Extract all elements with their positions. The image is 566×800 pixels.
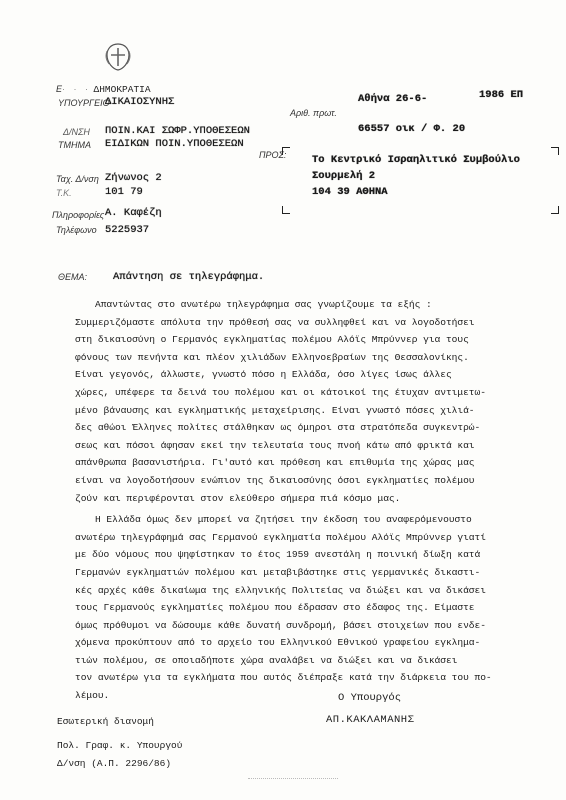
body-line: τους Γερμανούς εγκληματίες πολέμου που έδρασαν στο έδαφος της. Είμαστε — [75, 602, 475, 614]
body-line: στη δικαιοσύνη ο Γερμανός εγκληματίας πολέμου Αλόϊς Μπρύννερ για τους — [75, 334, 469, 346]
body-line: χώρες, υπέφερε τα δεινά του πολέμου και οι κάτοικοί της έτυχαν αντιμετω- — [75, 386, 486, 398]
body-line: Συμμεριζόμαστε απόλυτα την πρόθεσή σας να συλληφθεί και να λογοδοτήσει — [75, 316, 475, 328]
body-line: σεως και πόσοι άφησαν εκεί την τελευταία τους πνοή κάτω από φρικτά και — [75, 439, 475, 451]
window-corner-bottom-left — [282, 206, 290, 214]
body-line: τον ανωτέρω για τα εγκλήματα που αυτός διέπραξε κατά την διάρκεια του πο- — [75, 672, 492, 684]
division-value: ΠΟΙΝ.ΚΑΙ ΣΩΦΡ.ΥΠΟΘΕΣΕΩΝ — [105, 125, 250, 137]
distribution-label: Εσωτερική διανομή — [57, 716, 154, 727]
body-line: χόμενα προκύπτουν από το αρχείο του Ελληνικού Εθνικού γραφείου εγκλημα- — [75, 637, 481, 649]
body-line: με δύο νόμους που ψηφίστηκαν το έτος 1959 ανεστάλη η ποινική δίωξη κατά — [75, 549, 481, 561]
signature-role: Ο Υπουργός — [338, 692, 402, 704]
phone-value: 5225937 — [105, 224, 150, 236]
place-date: Αθήνα 26-6- — [358, 93, 428, 105]
distribution-line-1: Πολ. Γραφ. κ. Υπουργού — [57, 740, 183, 751]
body-line: τιών πολέμου, σε οποιαδήποτε χώρα αναλάβει να διώξει και να δικάσει — [75, 654, 458, 666]
zip-label: Τ.Κ. — [56, 188, 72, 198]
body-line: ζούν και περιφέρονται στον ελεύθερο σήμερα πιά κόσμο μας. — [75, 492, 401, 504]
ministry-value: ΔΙΚΑΙΟΣΥΝΗΣ — [105, 96, 175, 108]
zip-value: 101 79 — [105, 186, 143, 198]
scan-mark — [248, 778, 338, 780]
body-line: δες αθώοι Έλληνες πολίτες στάλθηκαν ως όμηροι στα στρατόπεδα συγκεντρώ- — [75, 422, 481, 434]
body-line: Η Ελλάδα όμως δεν μπορεί να ζητήσει την έκδοση του αναφερόμενουστο — [95, 514, 472, 526]
window-corner-bottom-right — [551, 206, 559, 214]
year: 1986 ΕΠ — [479, 89, 524, 101]
body-line: Είναι γεγονός, άλλωστε, γνωστό πόσο η Ελλάδα, όσο λίγες ίσως άλλες — [75, 369, 452, 381]
section-value: ΕΙΔΙΚΩΝ ΠΟΙΝ.ΥΠΟΘΕΣΕΩΝ — [105, 138, 244, 150]
letter-body — [75, 296, 545, 705]
window-corner-top-left — [282, 147, 290, 155]
body-line: λέμου. — [75, 690, 110, 702]
signature-name: ΑΠ.ΚΑΚΛΑΜΑΝΗΣ — [326, 714, 415, 726]
body-line: μένο βάναυσης και εγκληματικής μεταχείρισης. Είναι γνωστό πόσες χιλιά- — [75, 404, 475, 416]
body-line: όμως πρόθυμοι να δώσουμε κάθε δυνατή συνδρομή, βάσει στοιχείων που ενδε- — [75, 619, 486, 631]
body-line: ανωτέρω τηλεγράφημά σας Γερμανού εγκληματία πολέμου Αλόϊς Μπρύννερ γιατί — [75, 531, 486, 543]
body-line: Απαντώντας στο ανωτέρω τηλεγράφημα σας γνωρίζουμε τα εξής : — [95, 299, 432, 310]
body-line: Γερμανών εγκληματιών πολέμου και μεταβιβάστηκε στις γερμανικές δικαστι- — [75, 566, 481, 578]
protocol-value: 66557 οικ / Φ. 20 — [358, 123, 466, 135]
body-line: απάνθρωπα βασανιστήρια. Γι'αυτό και πρόθεση και επιθυμία της χώρας μας — [75, 457, 475, 469]
body-line: είναι να λογοδοτήσουν ενώπιον της δικαιοσύνης όσοι εγκληματίες πολέμου — [75, 474, 475, 486]
distribution-line-2: Δ/νση (Α.Π. 2296/86) — [57, 758, 172, 769]
recipient-line-3: 104 39 ΑΘΗΝΑ — [312, 186, 388, 198]
phone-label: Τηλέφωνο — [56, 225, 97, 235]
window-corner-top-right — [551, 147, 559, 155]
coat-of-arms-icon — [103, 42, 133, 72]
state-label: Ε· · · ΔΗΜΟΚΡΑΤΙΑ — [56, 84, 151, 95]
subject-label: ΘΕΜΑ: — [58, 272, 88, 282]
protocol-label: Αριθ. πρωτ. — [290, 108, 337, 118]
recipient-line-2: Σουρμελή 2 — [312, 170, 376, 182]
section-label: ΤΜΗΜΑ — [58, 140, 91, 150]
recipient-line-1: Το Κεντρικό Ισραηλιτικό Συμβούλιο — [312, 154, 520, 166]
info-label: Πληροφορίες — [52, 210, 105, 220]
body-line: φόνους των πενήντα και πλέον χιλιάδων Ελληνοεβραίων της Θεσσαλονίκης. — [75, 351, 469, 363]
info-value: Α. Καφέζη — [105, 207, 162, 219]
ministry-label: ΥΠΟΥΡΓΕΙΟ — [58, 98, 110, 108]
postal-value: Ζήνωνος 2 — [105, 172, 162, 184]
postal-label: Ταχ. Δ/νση — [56, 174, 99, 184]
to-label: ΠΡΟΣ: — [259, 150, 287, 160]
subject-text: Απάντηση σε τηλεγράφημα. — [113, 271, 265, 283]
division-label: Δ/ΝΣΗ — [63, 127, 90, 137]
body-line: κές αρχές κάθε δικαίωμα της ελληνικής Πολιτείας να διώξει και να δικάσει — [75, 584, 486, 596]
